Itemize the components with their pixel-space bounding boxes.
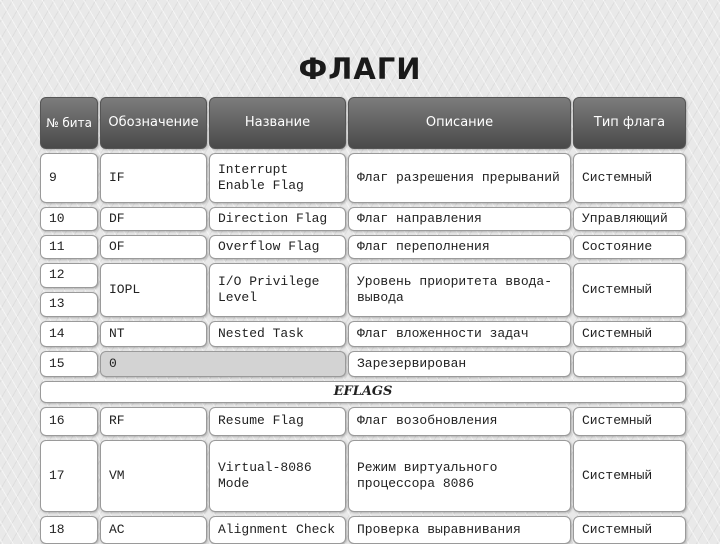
- cell-designation: IOPL: [100, 263, 207, 317]
- cell-bit: 15: [40, 351, 98, 377]
- header-bit: № бита: [40, 97, 98, 149]
- cell-designation: 0: [100, 351, 346, 377]
- cell-description: Флаг направления: [348, 207, 571, 231]
- cell-description: Флаг возобновления: [348, 407, 571, 436]
- cell-description: Зарезервирован: [348, 351, 571, 377]
- cell-designation: RF: [100, 407, 207, 436]
- cell-designation: OF: [100, 235, 207, 259]
- cell-bit: 14: [40, 321, 98, 347]
- cell-designation: IF: [100, 153, 207, 203]
- header-description: Описание: [348, 97, 571, 149]
- header-name: Название: [209, 97, 346, 149]
- cell-bit: 12: [40, 263, 98, 288]
- cell-description: Режим виртуального процессора 8086: [348, 440, 571, 512]
- flags-table: [40, 95, 680, 537]
- cell-type: Системный: [573, 516, 686, 544]
- cell-description: Уровень приоритета ввода-вывода: [348, 263, 571, 317]
- cell-designation: AC: [100, 516, 207, 544]
- cell-bit: 9: [40, 153, 98, 203]
- cell-type: Системный: [573, 440, 686, 512]
- cell-bit: 18: [40, 516, 98, 544]
- cell-bit: 11: [40, 235, 98, 259]
- cell-type: Системный: [573, 321, 686, 347]
- cell-bit: 13: [40, 292, 98, 317]
- cell-type: Системный: [573, 407, 686, 436]
- cell-name: Resume Flag: [209, 407, 346, 436]
- cell-type-empty: [573, 351, 686, 377]
- cell-bit: 16: [40, 407, 98, 436]
- cell-bit: 10: [40, 207, 98, 231]
- cell-designation: DF: [100, 207, 207, 231]
- header-type: Тип флага: [573, 97, 686, 149]
- page-title: ФЛАГИ: [298, 52, 422, 86]
- cell-name: Direction Flag: [209, 207, 346, 231]
- eflags-divider: EFLAGS: [40, 381, 686, 403]
- cell-type: Управляющий: [573, 207, 686, 231]
- cell-name: Alignment Check: [209, 516, 346, 544]
- cell-type: Системный: [573, 263, 686, 317]
- cell-designation: NT: [100, 321, 207, 347]
- cell-designation: VM: [100, 440, 207, 512]
- cell-description: Флаг разрешения прерываний: [348, 153, 571, 203]
- header-designation: Обозначение: [100, 97, 207, 149]
- cell-name: I/O Privilege Level: [209, 263, 346, 317]
- cell-name: Overflow Flag: [209, 235, 346, 259]
- cell-bit: 17: [40, 440, 98, 512]
- cell-description: Флаг вложенности задач: [348, 321, 571, 347]
- cell-type: Состояние: [573, 235, 686, 259]
- cell-name: Nested Task: [209, 321, 346, 347]
- cell-description: Проверка выравнивания: [348, 516, 571, 544]
- cell-type: Системный: [573, 153, 686, 203]
- cell-name: Interrupt Enable Flag: [209, 153, 346, 203]
- cell-name: Virtual-8086 Mode: [209, 440, 346, 512]
- cell-description: Флаг переполнения: [348, 235, 571, 259]
